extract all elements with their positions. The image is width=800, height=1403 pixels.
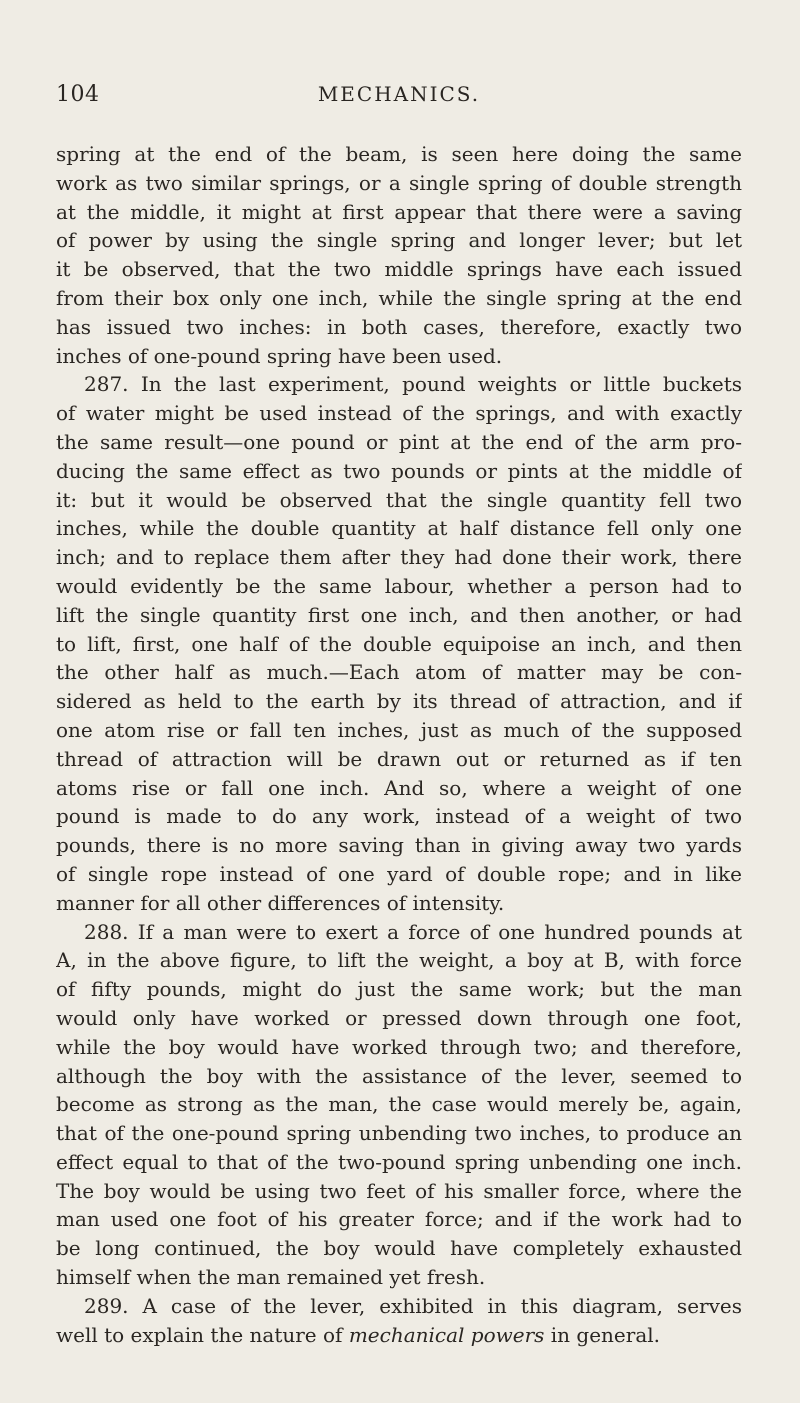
text-line: one atom rise or fall ten inches, just as much of the supposed (56, 717, 742, 742)
text-line: himself when the man remained yet fresh. (56, 1265, 486, 1290)
text-line: work as two similar springs, or a single spring of double strength (56, 170, 742, 195)
text-line: of single rope instead of one yard of double rope; and in like (56, 861, 742, 886)
text-line: effect equal to that of the two-pound spring unbending one inch. (56, 1149, 742, 1174)
text-line: be long continued, the boy would have completely exhausted (56, 1236, 742, 1261)
page-number: 104 (56, 82, 100, 107)
text-line: while the boy would have worked through two; and therefore, (56, 1034, 742, 1059)
text-line: A, in the above figure, to lift the weight, a boy at B, with force (56, 948, 742, 973)
text-line: of power by using the single spring and longer lever; but let (56, 228, 742, 253)
text-line: man used one foot of his greater force; and if the work had to (56, 1207, 742, 1232)
text-line: it be observed, that the two middle springs have each issued (56, 257, 742, 282)
text-line: ducing the same effect as two pounds or pints at the middle of (56, 458, 742, 483)
body-text (56, 140, 742, 1349)
final-line-after: in general. (544, 1322, 660, 1347)
text-line-final (56, 1321, 742, 1350)
running-head: MECHANICS. (317, 82, 481, 106)
final-line-before: well to explain the nature of (56, 1322, 349, 1347)
text-line: the same result—one pound or pint at the end of the arm pro- (56, 429, 742, 454)
text-line: become as strong as the man, the case would merely be, again, (56, 1092, 742, 1117)
text-line: atoms rise or fall one inch. And so, where a weight of one (56, 775, 742, 800)
text-line: inch; and to replace them after they had done their work, there (56, 545, 742, 570)
text-line: of water might be used instead of the springs, and with exactly (56, 401, 742, 426)
emphasis-mechanical-powers: mechanical powers (348, 1322, 545, 1347)
text-line: inches of one-pound spring have been used. (56, 343, 503, 368)
text-line: it: but it would be observed that the single quantity fell two (56, 487, 742, 512)
text-line: to lift, first, one half of the double equipoise an inch, and then (56, 631, 742, 656)
text-line: pounds, there is no more saving than in giving away two yards (56, 833, 742, 858)
text-line: inches, while the double quantity at half distance fell only one (56, 516, 742, 541)
text-line: sidered as held to the earth by its thread of attraction, and if (56, 689, 742, 714)
text-line: has issued two inches: in both cases, therefore, exactly two (56, 314, 742, 339)
paragraph-287-start: 287. In the last experiment, pound weights or little buckets (84, 372, 742, 397)
paragraph-288-start: 288. If a man were to exert a force of one hundred pounds at (84, 919, 742, 944)
text-line: that of the one-pound spring unbending two inches, to produce an (56, 1121, 742, 1146)
text-line: would only have worked or pressed down through one foot, (56, 1005, 742, 1030)
page-header (56, 82, 742, 112)
text-line: at the middle, it might at first appear that there were a saving (56, 199, 742, 224)
paragraph-289-start: 289. A case of the lever, exhibited in this diagram, serves (84, 1293, 742, 1318)
text-line: lift the single quantity first one inch, and then another, or had (56, 602, 742, 627)
text-line: pound is made to do any work, instead of a weight of two (56, 804, 742, 829)
text-line: spring at the end of the beam, is seen here doing the same (56, 142, 742, 166)
text-line: the other half as much.—Each atom of matter may be con- (56, 660, 742, 685)
text-line: of fifty pounds, might do just the same work; but the man (56, 977, 742, 1002)
text-line: thread of attraction will be drawn out or returned as if ten (56, 746, 742, 771)
text-line: although the boy with the assistance of the lever, seemed to (56, 1063, 742, 1088)
text-line: manner for all other differences of intensity. (56, 890, 505, 915)
text-line: The boy would be using two feet of his smaller force, where the (56, 1178, 742, 1203)
text-line: would evidently be the same labour, whether a person had to (56, 573, 742, 598)
text-line: from their box only one inch, while the single spring at the end (56, 285, 742, 310)
